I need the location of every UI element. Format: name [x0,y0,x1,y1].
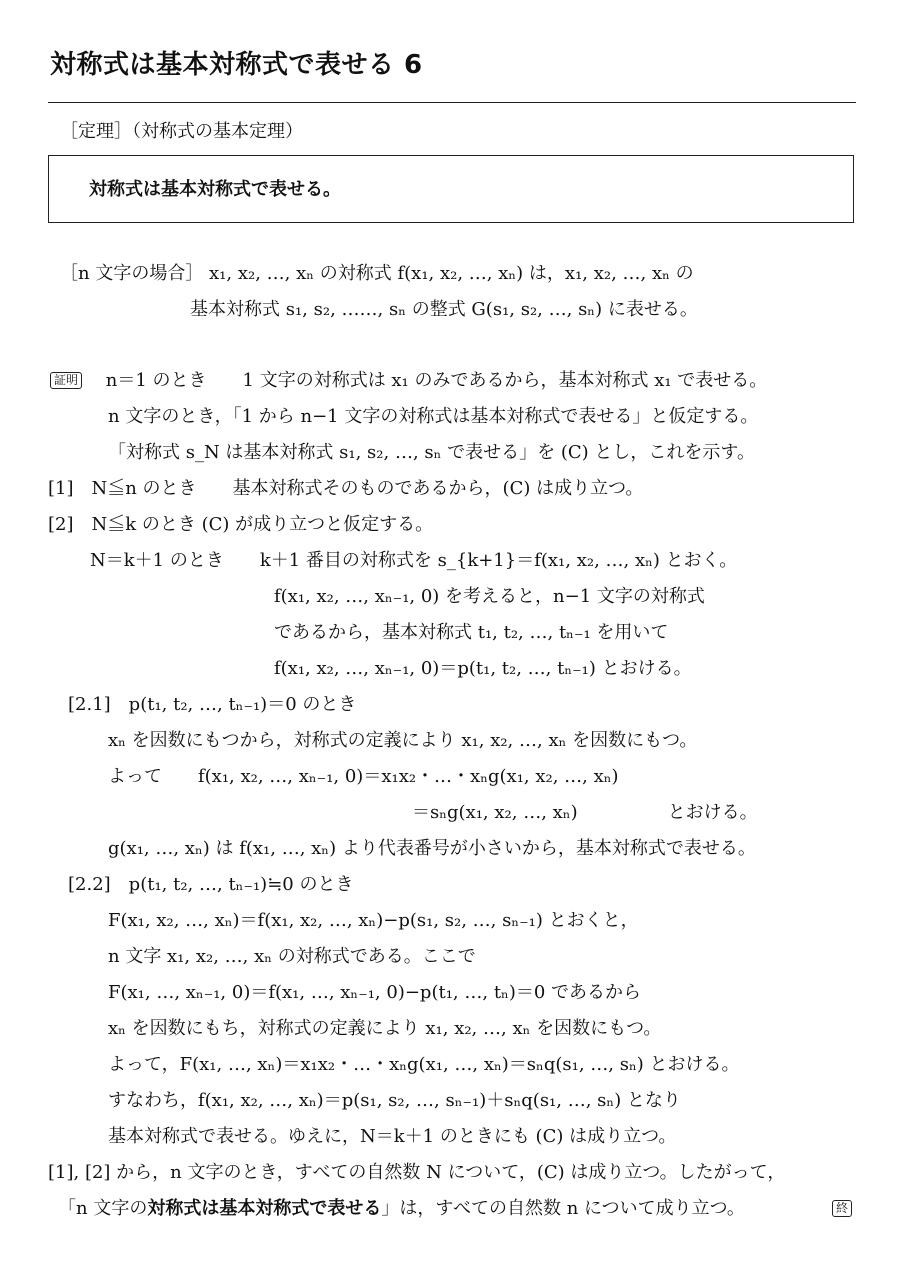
case-2-line-2: f(x₁, x₂, …, xₙ₋₁, 0) を考えると，n−1 文字の対称式 [274,586,705,607]
case-2-1-line-3: ＝sₙg(x₁, x₂, …, xₙ) とおける。 [412,802,758,823]
case-1: [1] N≦n のとき 基本対称式そのものであるから，(C) は成り立つ。 [48,478,644,499]
title-rule [48,102,856,103]
case-2-1: [2.1] p(t₁, t₂, …, tₙ₋₁)＝0 のとき [68,694,357,715]
final-before: 「n 文字の [58,1198,148,1219]
case-2-2-line-5: よって，F(x₁, …, xₙ)＝x₁x₂・…・xₙg(x₁, …, xₙ)＝sₙq(s₁, …, sₙ) とおける。 [108,1054,740,1075]
proof-line-2: n 文字のとき，「1 から n−1 文字の対称式は基本対称式で表せる」と仮定する。 [108,406,759,427]
case-2-1-line-2: よって f(x₁, x₂, …, xₙ₋₁, 0)＝x₁x₂・…・xₙg(x₁, x₂, …, xₙ) [108,766,619,787]
case-2-2-line-4: xₙ を因数にもち，対称式の定義により x₁, x₂, …, xₙ を因数にもつ。 [108,1018,662,1039]
theorem-label: ［定理］（対称式の基本定理） [60,121,303,142]
case-2-line-4: f(x₁, x₂, …, xₙ₋₁, 0)＝p(t₁, t₂, …, tₙ₋₁) とおける。 [274,658,692,679]
theorem-box [48,155,854,223]
page-title: 対称式は基本対称式で表せる 6 [50,50,423,80]
case-2-2-line-3: F(x₁, …, xₙ₋₁, 0)＝f(x₁, …, xₙ₋₁, 0)−p(t₁, …, tₙ)＝0 であるから [108,982,642,1003]
case-2-2-line-6: すなわち，f(x₁, x₂, …, xₙ)＝p(s₁, s₂, …, sₙ₋₁)＋sₙq(s₁, …, sₙ) となり [108,1090,681,1111]
proof-line-1 [50,369,767,393]
theorem-statement: 対称式は基本対称式で表せる。 [89,179,341,200]
proof-line-3: 「対称式 s_N は基本対称式 s₁, s₂, …, sₙ で表せる」を (C) とし，これを示す。 [108,442,755,463]
case-line-2: 基本対称式 s₁, s₂, ……, sₙ の整式 G(s₁, s₂, …, sₙ) に表せる。 [190,299,698,320]
conclusion-line-1: [1], [2] から，n 文字のとき，すべての自然数 N について，(C) は成り立つ。したがって， [48,1162,786,1183]
case-2-2-line-1: F(x₁, x₂, …, xₙ)＝f(x₁, x₂, …, xₙ)−p(s₁, s₂, …, sₙ₋₁) とおくと， [108,910,639,931]
case-2-line-1: N＝k＋1 のとき k＋1 番目の対称式を s_{k+1}＝f(x₁, x₂, …, xₙ) とおく。 [90,550,738,571]
end-mark [832,1197,852,1221]
proof-text: n＝1 のとき 1 文字の対称式は x₁ のみであるから，基本対称式 x₁ で表せる。 [105,370,768,391]
case-2-2-line-2: n 文字 x₁, x₂, …, xₙ の対称式である。ここで [108,946,476,967]
proof-badge: 証明 [50,372,82,389]
case-2-line-3: であるから，基本対称式 t₁, t₂, …, tₙ₋₁ を用いて [274,622,669,643]
case-header: ［n 文字の場合］ x₁, x₂, …, xₙ の対称式 f(x₁, x₂, …, xₙ) は，x₁, x₂, …, xₙ の [60,263,694,284]
conclusion-line-2 [58,1197,745,1221]
end-badge: 終 [832,1200,852,1217]
case-2-1-line-1: xₙ を因数にもつから，対称式の定義により x₁, x₂, …, xₙ を因数にもつ。 [108,730,698,751]
case-2-2-line-7: 基本対称式で表せる。ゆえに，N＝k＋1 のときにも (C) は成り立つ。 [108,1126,677,1147]
case-2-2: [2.2] p(t₁, t₂, …, tₙ₋₁)≒0 のとき [68,874,354,895]
final-bold: 対称式は基本対称式で表せる [147,1198,382,1219]
final-after: 」は，すべての自然数 n について成り立つ。 [381,1198,745,1219]
case-2-1-line-4: g(x₁, …, xₙ) は f(x₁, …, xₙ) より代表番号が小さいから，基本対称式で表せる。 [108,838,756,859]
case-2: [2] N≦k のとき (C) が成り立つと仮定する。 [48,514,434,535]
